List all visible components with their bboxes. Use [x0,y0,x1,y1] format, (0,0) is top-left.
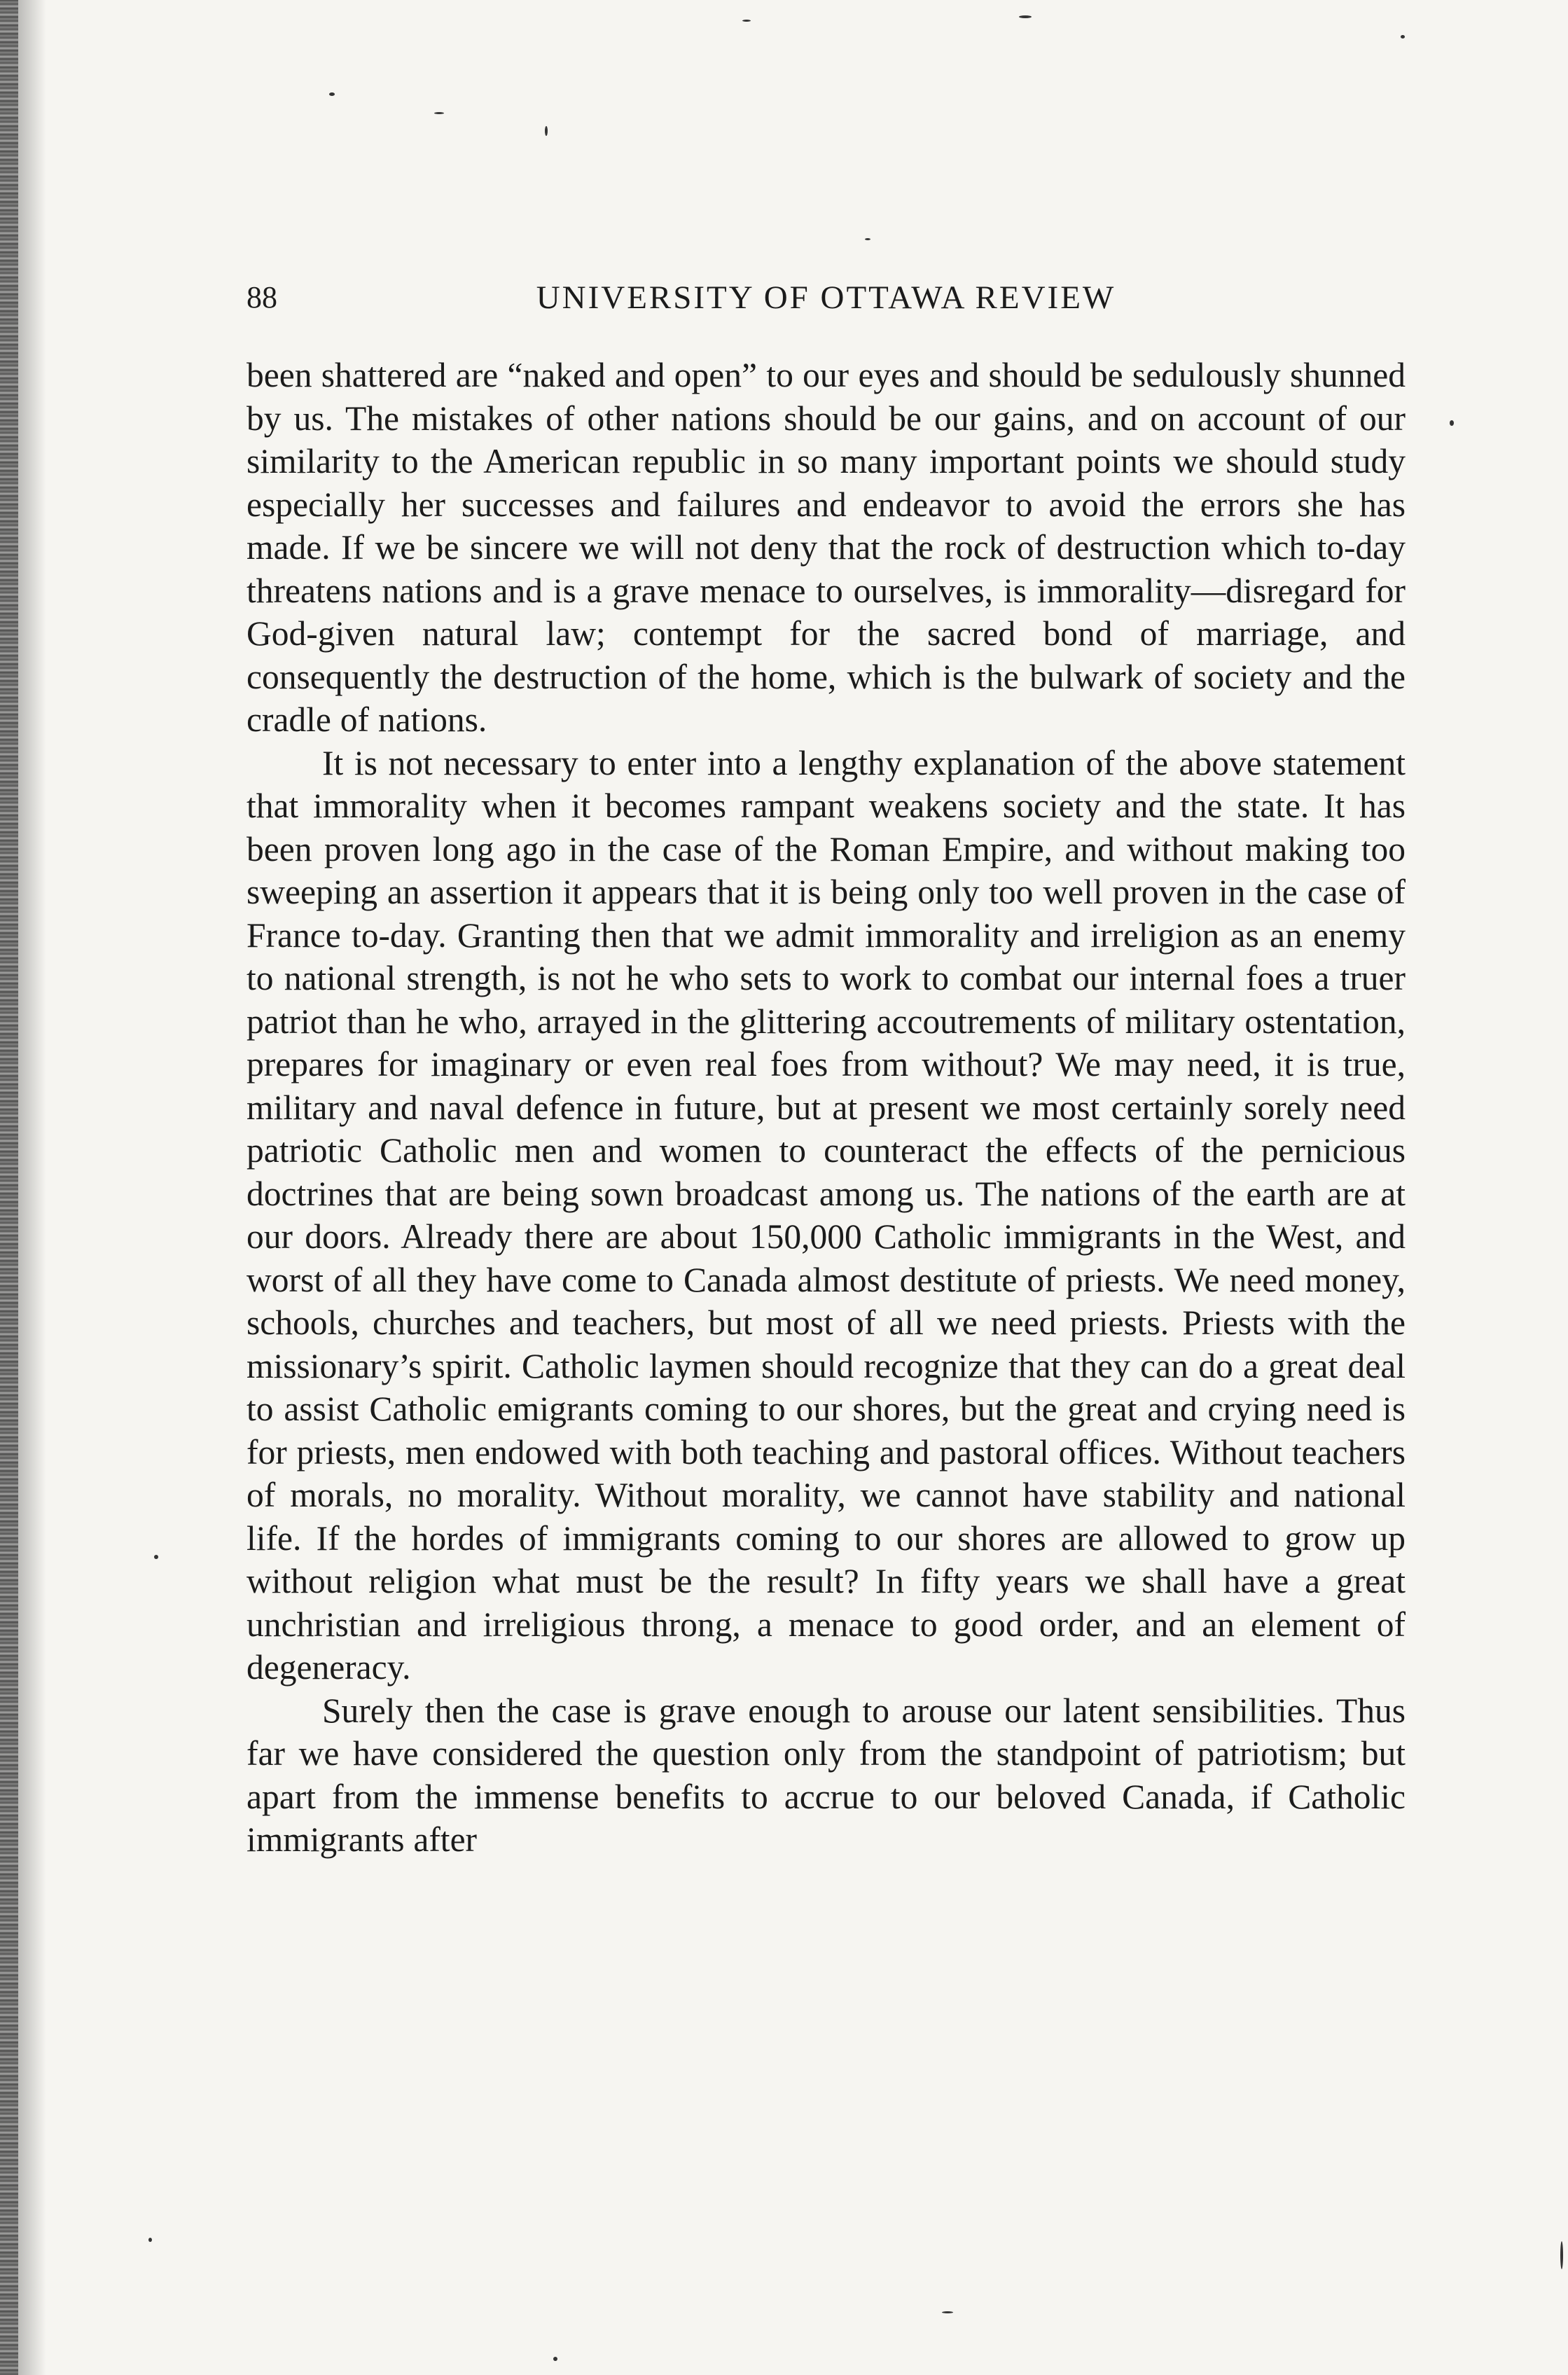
journal-title: UNIVERSITY OF OTTAWA REVIEW [536,279,1116,316]
scan-speck [329,92,335,96]
article-body [247,354,1406,1862]
paragraph: Surely then the case is grave enough to arouse our latent sensibilities. Thus far we have considered the question only from the standpoint of patriotism; but apart from the immense benefits to accrue to our beloved Canada, if Catholic immigrants after [247,1691,1406,1859]
paragraph: It is not necessary to enter into a lengthy explanation of the above statement that immorality when it becomes rampant weakens society and the state. It has been proven long ago in the case of the Roman Empire, and without making too sweeping an assertion it appears that it is being only too well proven in the case of France to-day. Granting then that we admit immorality and irreligion as an enemy to national strength, is not he who sets to work to combat our internal foes a truer patriot than he who, arrayed in the glittering accoutrements of military ostentation, prepares for imaginary or even real foes from without? We may need, it is true, military and naval defence in future, but at present we most certainly sorely need patriotic Catholic men and women to counteract the effects of the pernicious doctrines that are being sown broadcast among us. The nations of the earth are at our doors. Already there are about 150,000 Catholic immigrants in the West, and worst of all they have come to Canada almost destitute of priests. We need money, schools, churches and teachers, but most of all we need priests. Priests with the missionary’s spirit. Catholic laymen should recognize that they can do a great deal to assist Catholic emigrants coming to our shores, but the great and crying need is for priests, men endowed with both teaching and pastoral offices. Without teachers of morals, no morality. Without morality, we cannot have stability and national life. If the hordes of immigrants coming to our shores are allowed to grow up without religion what must be the result? In fifty years we shall have a great unchristian and irreligious throng, a menace to good order, and an element of degeneracy. [247,743,1406,1687]
scan-speck [865,238,870,240]
scan-speck [1560,2241,1563,2269]
scan-speck [545,126,548,136]
scan-speck [154,1555,158,1559]
binding-shadow [18,0,46,2375]
paragraph: been shattered are “naked and open” to our eyes and should be sedulously shunned by us. The mistakes of other nations should be our gains, and on account of our similarity to the American republic in so many important points we should study especially her successes and failures and endeavor to avoid the errors she has made. If we be sincere we will not deny that the rock of destruction which to-day threatens nations and is a grave menace to ourselves, is immorality—disregard for God-given natural law; contempt for the sacred bond of marriage, and consequently the destruction of the home, which is the bulwark of society and the cradle of nations. [247,356,1406,739]
scan-speck [742,20,751,22]
running-head [247,277,1406,326]
scan-speck [148,2238,152,2242]
scan-speck [1401,35,1405,39]
binding-edge [0,0,18,2375]
page-number: 88 [247,280,277,314]
scan-speck [942,2311,953,2313]
scan-speck [1450,420,1454,426]
scan-speck [434,112,444,114]
page-content [247,277,1406,1862]
scan-speck [553,2357,557,2361]
scan-speck [1019,15,1032,18]
